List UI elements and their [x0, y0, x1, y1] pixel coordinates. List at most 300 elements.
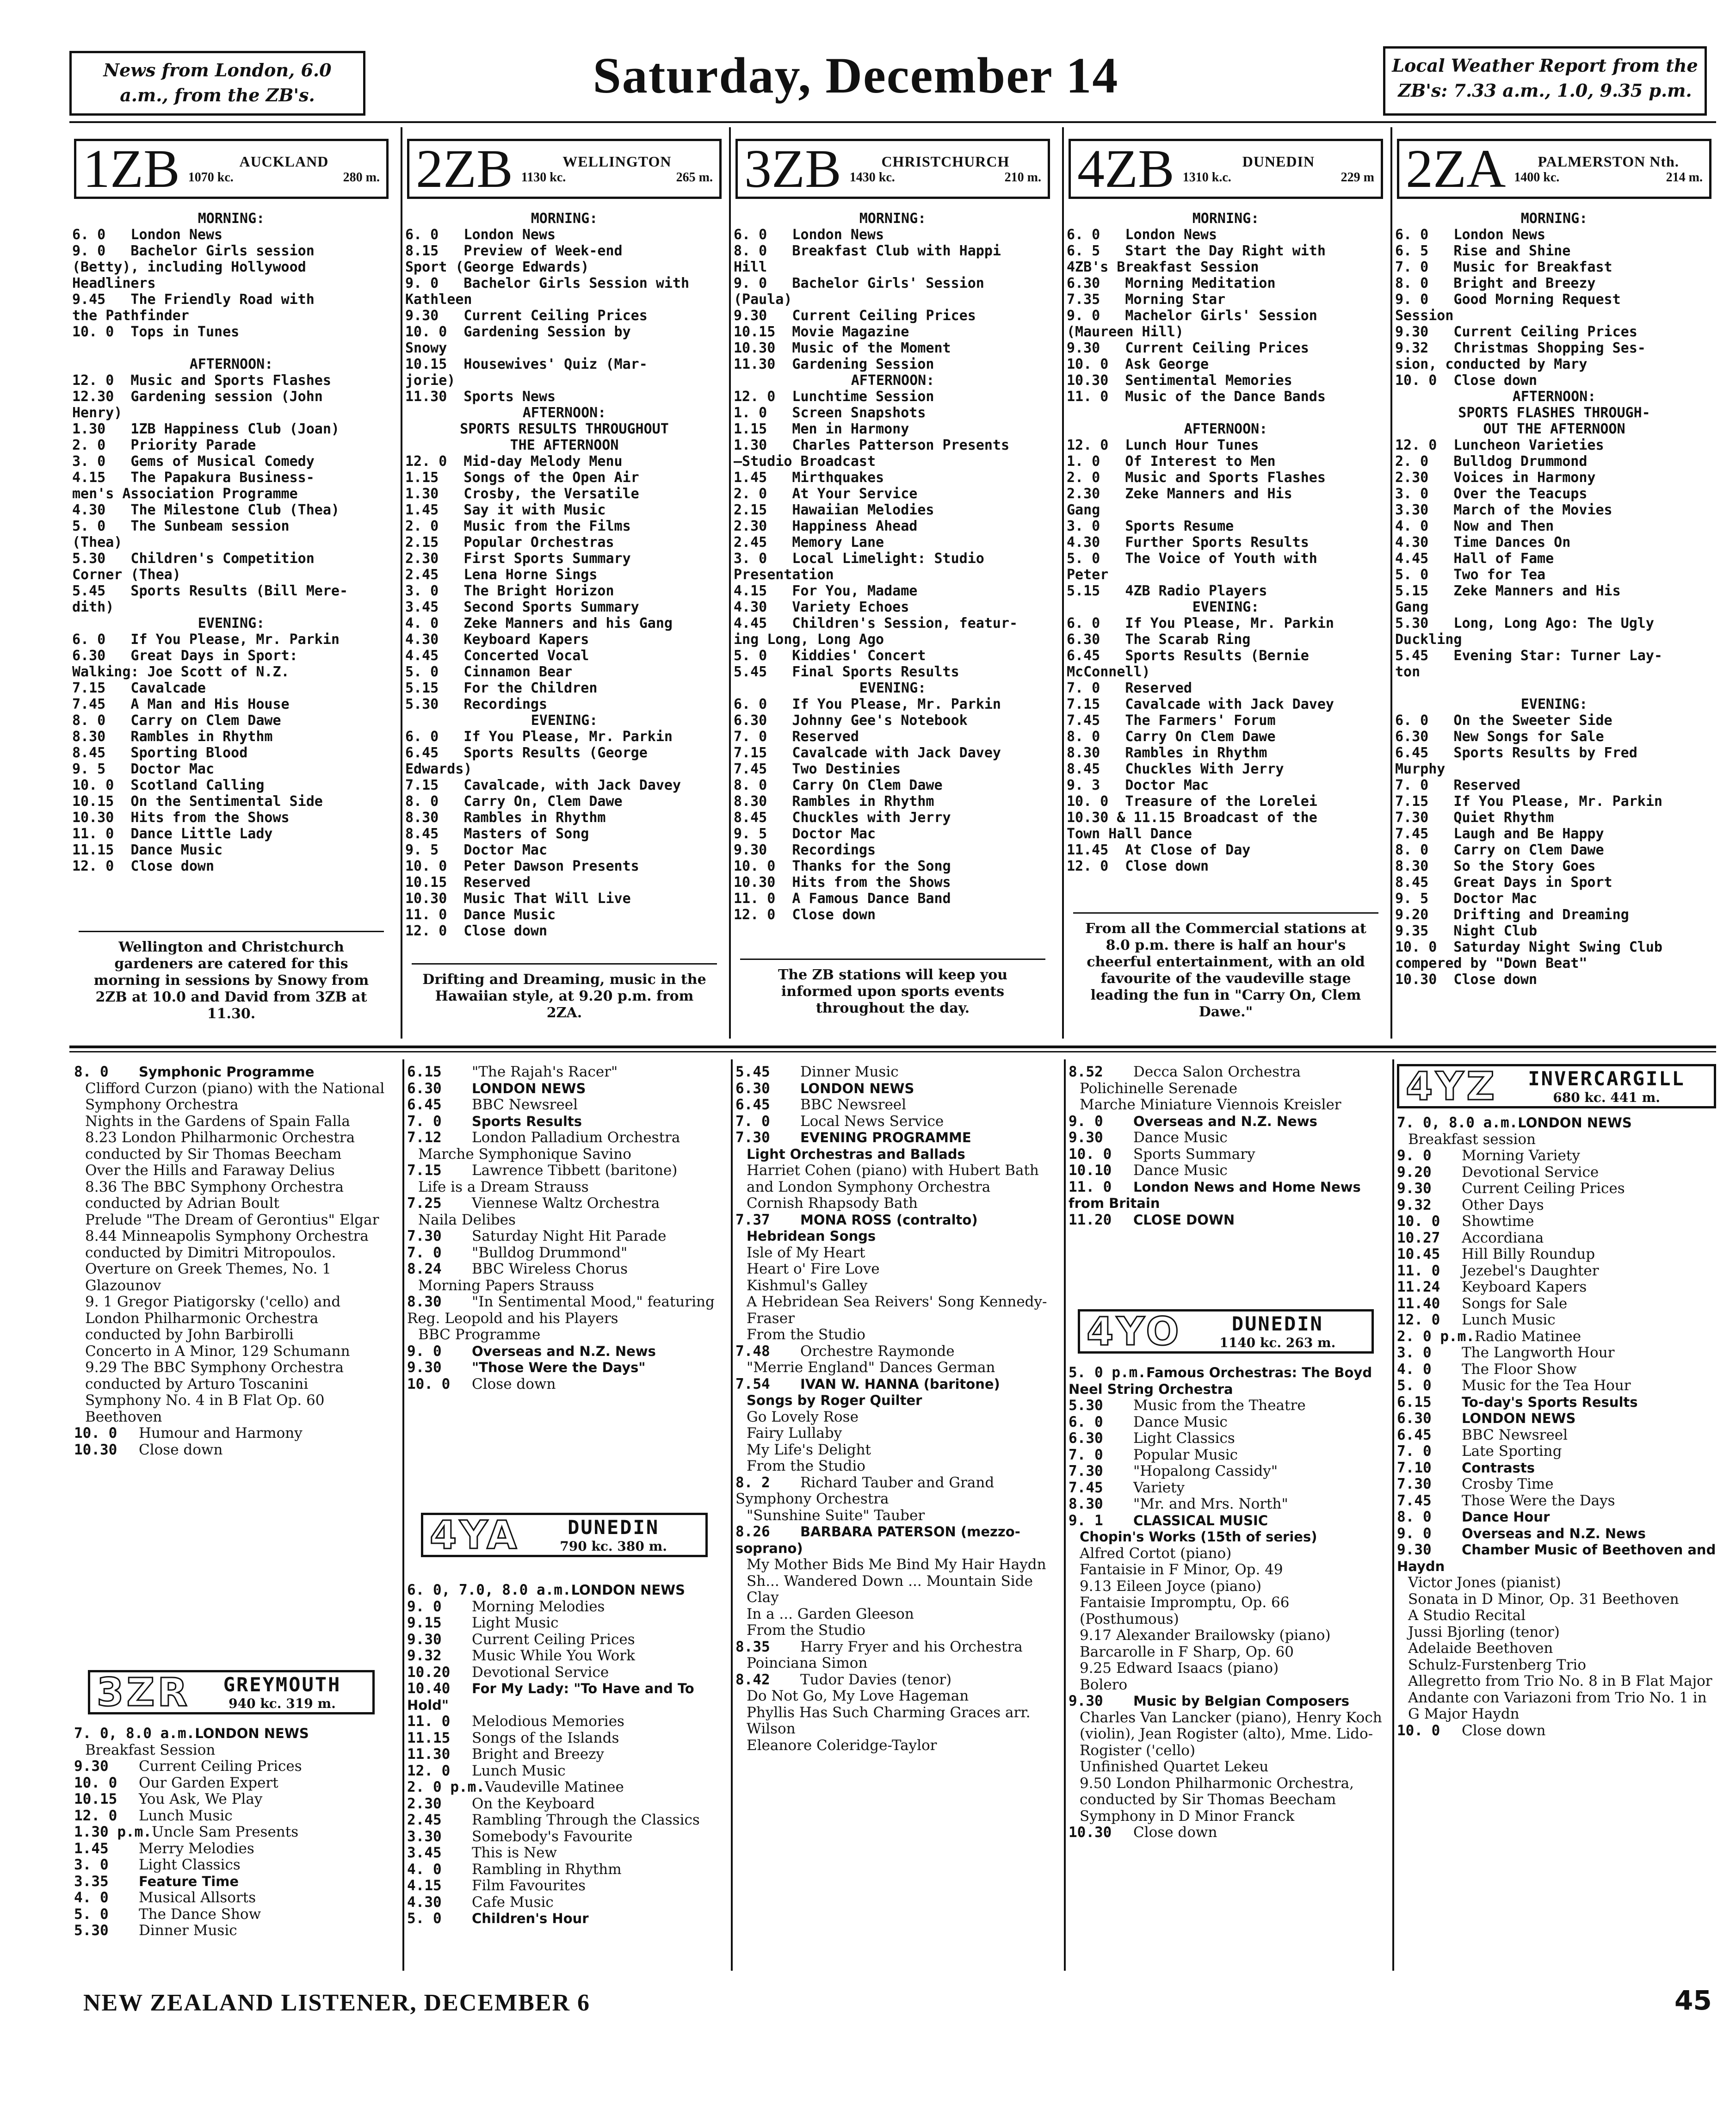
programme-item: 8. 0 Carry On Clem Dawe [1067, 729, 1276, 745]
programme-item: 10.30 Sentimental Memories [1067, 372, 1292, 389]
programme-item: 2.30 First Sports Summary [405, 551, 631, 567]
programme-item [735, 1573, 1059, 1606]
programme-title: A Hebridean Sea Reivers' Song Kennedy-Fraser [747, 1294, 1047, 1327]
programme-title: Richard Tauber and Grand Symphony Orchestra [735, 1474, 995, 1507]
programme-item: 4.15 The Papakura Business- [72, 470, 315, 486]
programme-list-1zb [72, 210, 390, 932]
station-call-sign: 4ZB [1077, 139, 1174, 199]
programme-time: 5. 0 [74, 1906, 109, 1923]
column-rule [729, 127, 731, 1039]
programme-item [1069, 1776, 1388, 1808]
programme-time: 5. 0 p.m. [1069, 1365, 1146, 1381]
programme-item [1397, 1542, 1716, 1575]
programme-item [1397, 1575, 1716, 1591]
programme-item: 10.30 Music of the Moment [734, 340, 951, 356]
programme-item: 4.30 Keyboard Kapers [405, 631, 589, 648]
programme-list-continued-3 [735, 1064, 1059, 1975]
programme-item [1069, 1398, 1388, 1414]
station-footnote: From all the Commercial stations at 8.0 p.m. there is half an hour's cheerful entertainment, with an old favourite of the vaudeville stage leading the fun in "Carry On, Clem Dawe." [1085, 921, 1366, 1020]
programme-item: 10. 0 Close down [1395, 372, 1538, 389]
programme-title: Songs for Sale [1462, 1295, 1568, 1312]
programme-title: The Langworth Hour [1462, 1345, 1615, 1361]
programme-title: Dance Music [1133, 1163, 1228, 1179]
programme-item: 9. 0 Bachelor Girls session [72, 243, 315, 259]
programme-title: Do Not Go, My Love Hageman [747, 1688, 969, 1704]
programme-time: 11.24 [1397, 1279, 1440, 1295]
programme-title: Uncle Sam Presents [151, 1824, 299, 1840]
programme-item: 11. 0 Dance Little Lady [72, 826, 273, 842]
programme-item: 10.15 Housewives' Quiz (Mar- [405, 356, 648, 372]
programme-time: 10. 0 [74, 1425, 117, 1441]
programme-item [1395, 680, 1713, 696]
programme-item: Peter [1067, 567, 1109, 583]
programme-item [407, 1894, 726, 1911]
programme-item [1397, 1657, 1716, 1674]
programme-item [1397, 1197, 1716, 1214]
programme-title: "The Rajah's Racer" [472, 1064, 618, 1080]
station-metres: 280 m. [343, 170, 380, 185]
programme-item: 4ZB's Breakfast Session [1067, 259, 1259, 275]
programme-item [735, 1294, 1059, 1327]
programme-item: 1. 0 Screen Snapshots [734, 405, 926, 421]
programme-item [407, 1714, 726, 1730]
programme-time: 9.15 [407, 1615, 442, 1631]
programme-item [1397, 1394, 1716, 1411]
programme-title: Keyboard Kapers [1462, 1279, 1587, 1295]
programme-item [735, 1327, 1059, 1343]
programme-title: Eleanore Coleridge-Taylor [747, 1737, 937, 1754]
programme-item [1069, 1529, 1388, 1546]
programme-time: 6.15 [1397, 1394, 1432, 1411]
programme-item [735, 1508, 1059, 1524]
programme-item: Headliners [72, 275, 156, 291]
programme-item: 7. 0 Music for Breakfast [1395, 259, 1612, 275]
programme-time: 11.30 [407, 1746, 451, 1763]
programme-title: Somebody's Favourite [472, 1828, 633, 1845]
section-heading: SPORTS RESULTS THROUGHOUT [460, 421, 669, 437]
station-info [1506, 1067, 1707, 1105]
programme-title: "Hopalong Cassidy" [1133, 1463, 1278, 1479]
section-heading: THE AFTERNOON [510, 437, 619, 453]
programme-list-continued-1 [74, 1064, 398, 1665]
column-rule [401, 127, 402, 1039]
programme-item [1397, 1115, 1716, 1132]
station-frequency [1183, 170, 1374, 185]
programme-time: 11.20 [1069, 1212, 1112, 1228]
programme-item [407, 1730, 726, 1747]
programme-item: 5.45 Evening Star: Turner Lay- [1395, 648, 1662, 664]
programme-time: 10.20 [407, 1664, 451, 1681]
programme-list-3zr [74, 1726, 398, 1975]
note-rule [412, 963, 717, 965]
programme-item [1069, 1447, 1388, 1464]
programme-time: 7.45 [1397, 1492, 1432, 1509]
programme-list-continued-4 [1069, 1064, 1388, 1314]
programme-item [1069, 1546, 1388, 1562]
programme-time: 6.30 [407, 1080, 442, 1097]
programme-item: 6.30 Johnny Gee's Notebook [734, 712, 968, 729]
programme-item: 7.15 Cavalcade with Jack Davey [734, 745, 1001, 761]
programme-item [74, 1874, 398, 1890]
programme-item: 2.30 Zeke Manners and His [1067, 486, 1292, 502]
programme-item: 9.30 Current Ceiling Prices [405, 308, 648, 324]
programme-item: 8.15 Preview of Week-end [405, 243, 623, 259]
programme-time: 3.35 [74, 1873, 109, 1890]
programme-item [407, 1845, 726, 1862]
programme-title: Famous Orchestras: The Boyd Neel String Orchestra [1069, 1365, 1372, 1397]
programme-item [74, 1791, 398, 1808]
programme-item [1069, 1430, 1388, 1447]
programme-item: Henry) [72, 405, 123, 421]
programme-title: Current Ceiling Prices [472, 1631, 635, 1648]
programme-time: 9.32 [407, 1648, 442, 1664]
programme-item [1069, 1759, 1388, 1776]
programme-item [1397, 1723, 1716, 1739]
programme-item: 12. 0 Luncheon Varieties [1395, 437, 1604, 453]
programme-time: 4. 0 [74, 1890, 109, 1906]
programme-title: Sports Summary [1133, 1146, 1255, 1163]
programme-item: 9.30 Current Ceiling Prices [1395, 324, 1637, 340]
programme-title: Alfred Cortot (piano) [1080, 1545, 1232, 1562]
programme-title: Light Classics [139, 1857, 241, 1873]
programme-item [407, 1763, 726, 1780]
station-kc: 1400 kc. [1514, 170, 1560, 185]
programme-title: Symphonic Programme [139, 1064, 315, 1080]
station-kc: 1430 kc. [849, 170, 895, 185]
programme-title: Barcarolle in F Sharp, Op. 60 [1080, 1644, 1294, 1660]
programme-item: dith) [72, 599, 114, 615]
section-divider-thin [69, 1051, 1716, 1052]
programme-list-4ya [407, 1582, 726, 1975]
programme-item [735, 1064, 1059, 1081]
programme-title: Music from the Theatre [1133, 1398, 1306, 1414]
programme-time: 12. 0 [74, 1807, 117, 1824]
programme-item [407, 1360, 726, 1376]
programme-item [74, 1775, 398, 1792]
programme-item: 6.30 New Songs for Sale [1395, 729, 1604, 745]
station-city: PALMERSTON Nth. [1538, 153, 1679, 170]
programme-title: Adelaide Beethoven [1408, 1640, 1553, 1657]
programme-time: 7.30 [407, 1228, 442, 1244]
programme-title: Sonata in D Minor, Op. 31 Beethoven [1408, 1591, 1679, 1608]
programme-item: 6. 0 London News [1395, 227, 1546, 243]
programme-title: Dance Music [1133, 1414, 1228, 1430]
programme-item [74, 1758, 398, 1775]
programme-item: 2. 0 Music from the Films [405, 518, 631, 534]
programme-title: Vaudeville Matinee [484, 1779, 624, 1795]
programme-item: Gang [1395, 599, 1429, 615]
programme-title: Other Days [1462, 1197, 1544, 1213]
programme-item [74, 1824, 398, 1841]
programme-item [1069, 1825, 1388, 1841]
programme-title: Lawrence Tibbett (baritone) [472, 1163, 678, 1179]
station-info [188, 153, 380, 185]
section-heading: MORNING: [1192, 210, 1260, 227]
programme-item [1397, 1361, 1716, 1378]
programme-title: For My Lady: "To Have and To Hold" [407, 1681, 694, 1713]
programme-title: Hebridean Songs [747, 1228, 876, 1244]
programme-title: My Life's Delight [747, 1441, 871, 1458]
programme-item: Corner (Thea) [72, 567, 181, 583]
station-city: INVERCARGILL [1528, 1067, 1685, 1090]
programme-title: Music for the Tea Hour [1462, 1378, 1631, 1394]
programme-item: 12. 0 Music and Sports Flashes [72, 372, 331, 389]
programme-item [1069, 1097, 1388, 1114]
programme-title: Polichinelle Serenade [1080, 1080, 1238, 1097]
programme-title: Schulz-Furstenberg Trio [1408, 1657, 1587, 1673]
programme-item: 6.45 Sports Results by Fred [1395, 745, 1637, 761]
programme-title: Late Sporting [1462, 1443, 1562, 1460]
programme-item: 4. 0 Now and Then [1395, 518, 1554, 534]
programme-time: 10.10 [1069, 1163, 1112, 1179]
station-header-4zb [1069, 139, 1383, 199]
programme-time: 11.15 [407, 1730, 451, 1746]
programme-item [1397, 1608, 1716, 1624]
programme-title: Feature Time [139, 1873, 239, 1889]
programme-time: 6.45 [407, 1097, 442, 1113]
programme-item: 1.30 Crosby, the Versatile [405, 486, 639, 502]
programme-item: 2.45 Memory Lane [734, 534, 884, 551]
station-header-3zr [88, 1670, 375, 1714]
programme-item [1069, 1644, 1388, 1661]
programme-time: 11. 0 [1069, 1179, 1112, 1195]
programme-title: Current Ceiling Prices [1462, 1181, 1625, 1197]
programme-list-4yo [1069, 1365, 1388, 1975]
programme-item: 2. 0 At Your Service [734, 486, 918, 502]
programme-time: 9. 0 [407, 1598, 442, 1615]
programme-item [735, 1392, 1059, 1409]
programme-item: 2. 0 Music and Sports Flashes [1067, 470, 1326, 486]
programme-title: BBC Newsreel [1462, 1427, 1568, 1443]
programme-title: "Bulldog Drummond" [472, 1244, 628, 1261]
header-rule [69, 121, 1716, 123]
programme-title: This is New [472, 1845, 557, 1861]
programme-item: 4.30 Time Dances On [1395, 534, 1571, 551]
programme-item: 9. 5 Doctor Mac [72, 761, 215, 777]
station-info [198, 1673, 366, 1711]
programme-time: 9.30 [1069, 1130, 1103, 1146]
programme-time: 10. 0 [1397, 1213, 1440, 1230]
programme-item [407, 1327, 726, 1343]
programme-list-2za [1395, 210, 1713, 1043]
programme-title: The Floor Show [1462, 1361, 1577, 1378]
programme-time: 3. 0 [74, 1857, 109, 1873]
programme-item [1397, 1263, 1716, 1280]
programme-item: 9. 5 Doctor Mac [1395, 891, 1538, 907]
programme-title: Over the Hills and Faraway Delius [85, 1163, 335, 1179]
column-rule [402, 1059, 404, 1971]
programme-title: LONDON NEWS [571, 1582, 686, 1598]
programme-time: 9.30 [407, 1360, 442, 1376]
programme-item [1397, 1460, 1716, 1477]
programme-list-2zb [405, 210, 723, 965]
programme-item [735, 1672, 1059, 1689]
programme-time: 6.45 [1397, 1427, 1432, 1443]
programme-item [1069, 1677, 1388, 1694]
programme-item: 4.45 Concerted Vocal [405, 648, 589, 664]
station-info [521, 153, 713, 185]
programme-time: 3.45 [407, 1845, 442, 1861]
programme-item [74, 1392, 398, 1425]
station-frequency [188, 170, 380, 185]
programme-time: 10.40 [407, 1681, 451, 1697]
programme-time: 7.15 [407, 1163, 442, 1179]
programme-item: 6. 0 If You Please, Mr. Parkin [72, 631, 340, 648]
programme-title: Merry Melodies [139, 1840, 254, 1857]
programme-title: "Those Were the Days" [472, 1360, 646, 1375]
programme-item: 11.15 Dance Music [72, 842, 223, 858]
programme-item: 10.30 Music That Will Live [405, 891, 631, 907]
programme-time: 7. 0, 8.0 a.m. [1397, 1115, 1518, 1131]
programme-item [735, 1425, 1059, 1442]
programme-item: 8. 0 Bright and Breezy [1395, 275, 1596, 291]
programme-time: 8.30 [407, 1294, 442, 1310]
programme-item: 2.30 Voices in Harmony [1395, 470, 1596, 486]
programme-time: 11. 0 [407, 1714, 451, 1730]
programme-title: The Dance Show [139, 1906, 261, 1923]
programme-item [74, 1212, 398, 1229]
programme-item: ton [1395, 664, 1421, 680]
station-city: CHRISTCHURCH [881, 153, 1010, 170]
station-info [1514, 153, 1703, 185]
programme-item [1397, 1132, 1716, 1148]
programme-title: Symphony in D Minor Franck [1080, 1808, 1295, 1825]
programme-item [74, 1442, 398, 1459]
programme-item: 9.30 Current Ceiling Prices [1067, 340, 1309, 356]
page-number: 45 [1674, 1985, 1712, 2016]
section-heading: AFTERNOON: [189, 356, 273, 372]
section-heading: EVENING: [1192, 599, 1260, 615]
programme-time: 12. 0 [1397, 1312, 1440, 1328]
programme-title: Decca Salon Orchestra [1133, 1064, 1301, 1080]
programme-item: 9.45 The Friendly Road with [72, 291, 315, 308]
column-rule [731, 1059, 733, 1971]
programme-title: My Mother Bids Me Bind My Hair Haydn [747, 1557, 1046, 1573]
programme-item: 10. 0 Gardening Session by [405, 324, 631, 340]
programme-time: 10. 0 [1397, 1722, 1440, 1739]
programme-title: Harry Fryer and his Orchestra [800, 1639, 1023, 1655]
station-info [850, 153, 1041, 185]
programme-item [1069, 1146, 1388, 1163]
programme-time: 9. 0 [1397, 1148, 1432, 1164]
programme-item [735, 1458, 1059, 1475]
programme-item [735, 1146, 1059, 1163]
programme-item: 6. 0 If You Please, Mr. Parkin [1067, 615, 1334, 631]
programme-item: 1.15 Songs of the Open Air [405, 470, 639, 486]
programme-title: Light Music [472, 1615, 559, 1631]
programme-item: 2.15 Hawaiian Melodies [734, 502, 934, 518]
programme-item [74, 1261, 398, 1294]
programme-title: A Studio Recital [1408, 1608, 1526, 1624]
programme-time: 12. 0 [407, 1763, 451, 1779]
programme-item [74, 1163, 398, 1179]
programme-item [407, 1376, 726, 1393]
programme-item: Session [1395, 308, 1454, 324]
programme-item [735, 1278, 1059, 1294]
programme-item [735, 1639, 1059, 1656]
programme-item: Edwards) [405, 761, 472, 777]
programme-item [1069, 1496, 1388, 1513]
programme-item: 8.30 Rambles in Rhythm [1067, 745, 1267, 761]
programme-title: "Mr. and Mrs. North" [1133, 1496, 1288, 1512]
programme-time: 10. 0 [74, 1775, 117, 1791]
programme-item [1397, 1279, 1716, 1296]
programme-title: BBC Newsreel [800, 1097, 907, 1113]
programme-title: From the Studio [747, 1458, 865, 1474]
station-header-4yo [1078, 1309, 1374, 1354]
programme-item: Presentation [734, 567, 834, 583]
station-frequency [1514, 170, 1703, 185]
programme-title: Lunch Music [1462, 1312, 1556, 1328]
programme-title: Dance Music [1133, 1130, 1228, 1146]
programme-title: Symphony No. 4 in B Flat Op. 60 Beethoven [85, 1392, 325, 1425]
station-header-2zb [407, 139, 722, 199]
programme-time: 5.30 [74, 1923, 109, 1939]
programme-item [735, 1097, 1059, 1114]
programme-item: 8.45 Great Days in Sport [1395, 874, 1612, 891]
programme-time: 7.30 [1397, 1476, 1432, 1492]
programme-item [407, 1582, 726, 1599]
station-metres: 210 m. [1004, 170, 1041, 185]
programme-title: Cafe Music [472, 1894, 554, 1911]
programme-item: 7. 0 Reserved [1067, 680, 1192, 696]
programme-item: Sport (George Edwards) [405, 259, 589, 275]
programme-item [735, 1130, 1059, 1146]
programme-title: Prelude "The Dream of Gerontius" Elgar [85, 1212, 379, 1228]
programme-item [74, 1114, 398, 1130]
programme-time: 2. 0 p.m. [1397, 1328, 1475, 1345]
programme-title: Nights in the Gardens of Spain Falla [85, 1113, 350, 1130]
programme-item: 12. 0 Mid-day Melody Menu [405, 453, 623, 470]
programme-time: 8. 0 [74, 1064, 109, 1080]
programme-item [1397, 1148, 1716, 1164]
programme-title: Breakfast Session [85, 1742, 216, 1758]
programme-item: McConnell) [1067, 664, 1150, 680]
programme-item: 7. 0 Reserved [734, 729, 859, 745]
programme-item [407, 1228, 726, 1245]
programme-item [735, 1655, 1059, 1672]
programme-item [74, 1726, 398, 1742]
programme-item: 9. 5 Doctor Mac [734, 826, 876, 842]
programme-item: compered by "Down Beat" [1395, 955, 1588, 971]
programme-item: 10. 0 Scotland Calling [72, 777, 265, 793]
programme-item: 9. 0 Machelor Girls' Session [1067, 308, 1317, 324]
programme-item: (Maureen Hill) [1067, 324, 1184, 340]
note-rule [1073, 912, 1378, 914]
station-header-2za [1397, 139, 1711, 199]
programme-time: 5. 0 [1397, 1378, 1432, 1394]
station-frequency: 790 kc. 380 m. [560, 1539, 667, 1554]
programme-item [1397, 1640, 1716, 1657]
station-info [1183, 153, 1374, 185]
programme-time: 7.30 [735, 1130, 770, 1146]
programme-item [1397, 1476, 1716, 1493]
programme-item: Duckling [1395, 631, 1462, 648]
programme-time: 5.45 [735, 1064, 770, 1080]
programme-item [72, 340, 390, 356]
programme-time: 7. 0, 8.0 a.m. [74, 1726, 195, 1742]
programme-title: In a ... Garden Gleeson [747, 1606, 914, 1622]
programme-time: 7.12 [407, 1130, 442, 1146]
programme-item: 12. 0 Lunch Hour Tunes [1067, 437, 1259, 453]
programme-item [407, 1163, 726, 1179]
programme-item [74, 1228, 398, 1261]
programme-title: MONA ROSS (contralto) [800, 1212, 978, 1228]
programme-item: 5.45 Sports Results (Bill Mere- [72, 583, 348, 599]
programme-item [1069, 1064, 1388, 1081]
programme-title: Tudor Davies (tenor) [800, 1671, 952, 1688]
programme-title: Clifford Curzon (piano) with the National Symphony Orchestra [85, 1080, 385, 1113]
